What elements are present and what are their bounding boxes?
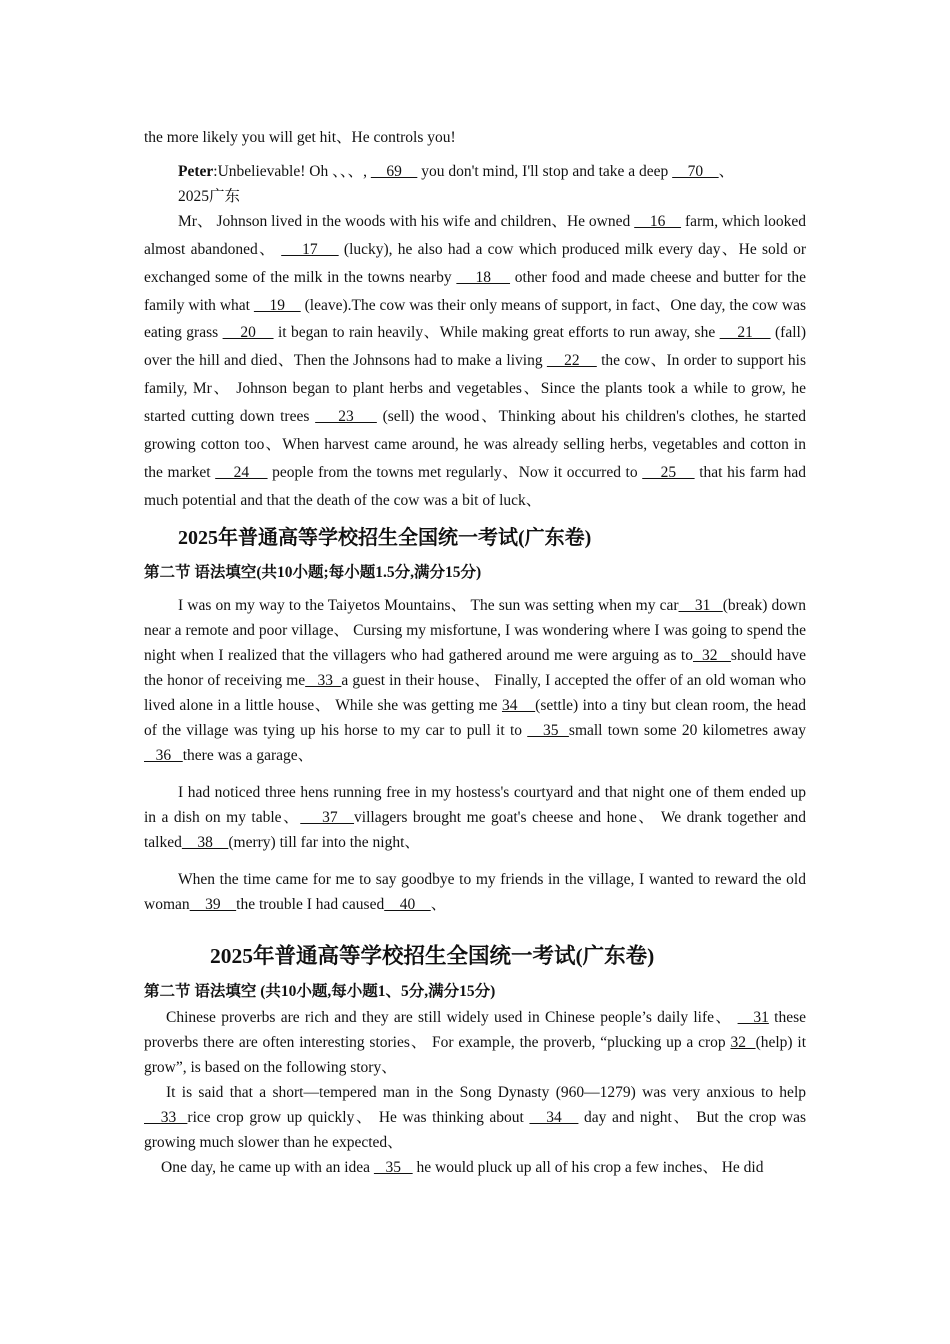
exam-heading: 2025年普通高等学校招生全国统一考试(广东卷): [178, 526, 592, 549]
text-span: (help) it grow”, is based on the following story、: [144, 1033, 807, 1076]
text-line: the more likely you will get hit、He controls you!: [144, 129, 456, 146]
text-span: he would pluck up all of his crop a few inches、 He did: [412, 1158, 764, 1176]
answer-blank[interactable]: 34: [501, 696, 536, 714]
answer-blank[interactable]: 35: [373, 1158, 413, 1176]
text-span: you don't mind, I'll stop and take a deep: [417, 162, 673, 180]
answer-blank[interactable]: 20: [222, 324, 274, 342]
answer-blank[interactable]: 19: [253, 296, 301, 314]
text-span: the trouble I had caused: [236, 895, 385, 913]
text-span: 、: [430, 895, 447, 913]
text-span: it began to rain heavily、While making great efforts to run away, she: [273, 324, 720, 342]
text-span: these proverbs there are often interesting stories、 For example, the proverb, “plucking up a crop: [144, 1008, 806, 1051]
text-span: 、: [718, 162, 735, 180]
text-span: (lucky), he also had a cow which produced milk every day、He sold or exchanged some of the milk in the towns nearby: [144, 240, 806, 286]
answer-blank[interactable]: 34: [529, 1108, 579, 1126]
text-span: When the time came for me to say goodbye to my friends in the village, I wanted to reward the old woman: [144, 870, 806, 913]
text-span: I had noticed three hens running free in my hostess's courtyard and that night one of them ended up in a dish on my table、: [144, 783, 806, 826]
text-span: (sell) the wood、Thinking about his children's clothes, he started growing cotton too、When harvest came around, he was already selling herbs, vegetables and cotton in the market: [144, 408, 806, 481]
passage-hens: [144, 780, 806, 855]
answer-blank[interactable]: 23: [315, 408, 377, 426]
text-span: should have the honor of receiving me: [144, 646, 807, 689]
answer-blank[interactable]: 40: [384, 895, 431, 913]
text-span: Mr、 Johnson lived in the woods with his wife and children、He owned: [178, 212, 635, 230]
text-span: (settle) into a tiny but clean room, the head of the village was tying up his horse to my car to pull it to: [144, 696, 806, 739]
answer-blank[interactable]: 35: [527, 721, 569, 739]
text-span: there was a garage、: [182, 746, 314, 764]
text-span: villagers brought me goat's cheese and hone、 We drank together and talked: [144, 808, 807, 851]
answer-blank[interactable]: 33: [144, 1108, 188, 1126]
answer-blank[interactable]: 33: [305, 671, 342, 689]
text-span: Chinese proverbs are rich and they are still widely used in Chinese people’s daily life、: [166, 1008, 738, 1026]
text-span: the cow、In order to support his family, Mr、 Johnson began to plant herbs and vegetables、Since the plants took a while to grow, he started cutting down trees: [144, 352, 806, 426]
blank-69[interactable]: 69: [370, 162, 418, 180]
blank-70[interactable]: 70: [672, 162, 719, 180]
answer-blank[interactable]: 32: [693, 646, 731, 664]
text-span: One day, he came up with an idea: [161, 1158, 374, 1176]
text-span: day and night、 But the crop was growing much slower than he expected、: [144, 1108, 807, 1151]
exam-heading-2: 2025年普通高等学校招生全国统一考试(广东卷): [210, 943, 655, 968]
answer-blank[interactable]: 31: [737, 1008, 769, 1026]
text-span: It is said that a short—tempered man in the Song Dynasty (960—1279) was very anxious to help: [166, 1083, 806, 1101]
passage-idea: [144, 1155, 806, 1180]
answer-blank[interactable]: 39: [189, 895, 237, 913]
text-span: :Unbelievable! Oh 、、、,: [213, 162, 371, 180]
source-tag: 2025广东: [178, 187, 241, 205]
passage-mountains: [144, 593, 806, 768]
speaker-name: Peter: [178, 162, 214, 180]
answer-blank[interactable]: 37: [300, 808, 355, 826]
answer-blank[interactable]: 22: [546, 352, 597, 370]
passage-song-dynasty: [144, 1080, 806, 1155]
text-span: that his farm had much potential and that the death of the cow was a bit of luck、: [144, 463, 807, 509]
answer-blank[interactable]: 31: [678, 596, 723, 614]
passage-johnson: [144, 208, 806, 515]
answer-blank[interactable]: 38: [181, 833, 229, 851]
answer-blank[interactable]: 18: [456, 268, 511, 286]
text-span: people from the towns met regularly、Now it occurred to: [267, 463, 643, 481]
text-span: small town some 20 kilometres away: [568, 721, 806, 739]
text-span: (break) down near a remote and poor village、 Cursing my misfortune, I was wondering where I was going to spend the night when I realized that the villagers who had gathered around me were arguing as to: [144, 596, 806, 664]
answer-blank[interactable]: 17: [281, 240, 339, 258]
text-span: (fall) over the hill and died、Then the Johnsons had to make a living: [144, 324, 807, 370]
text-span: a guest in their house、 Finally, I accepted the offer of an old woman who lived alone in a little house、 While she was getting me: [144, 671, 806, 714]
text-span: I was on my way to the Taiyetos Mountains、 The sun was setting when my car: [178, 596, 679, 614]
document-page: [144, 124, 806, 1180]
passage-proverbs: [144, 1005, 806, 1080]
text-span: other food and made cheese and butter for the family with what: [144, 268, 806, 314]
text-span: (leave).The cow was their only means of support, in fact、One day, the cow was eating grass: [144, 296, 807, 342]
answer-blank[interactable]: 21: [719, 324, 771, 342]
passage-goodbye: [144, 867, 806, 917]
answer-blank[interactable]: 24: [215, 463, 268, 481]
answer-blank[interactable]: 32: [730, 1033, 756, 1051]
answer-blank[interactable]: 16: [634, 212, 682, 230]
text-span: (merry) till far into the night、: [228, 833, 420, 851]
answer-blank[interactable]: 36: [144, 746, 183, 764]
section-heading: 第二节 语法填空(共10小题;每小题1.5分,满分15分): [144, 563, 482, 581]
text-span: rice crop grow up quickly、 He was thinking about: [187, 1108, 530, 1126]
text-span: farm, which looked almost abandoned、: [144, 212, 807, 258]
dialogue-line-peter: [144, 158, 806, 186]
answer-blank[interactable]: 25: [642, 463, 695, 481]
section-heading-2: 第二节 语法填空 (共10小题,每小题1、5分,满分15分): [144, 982, 496, 1000]
